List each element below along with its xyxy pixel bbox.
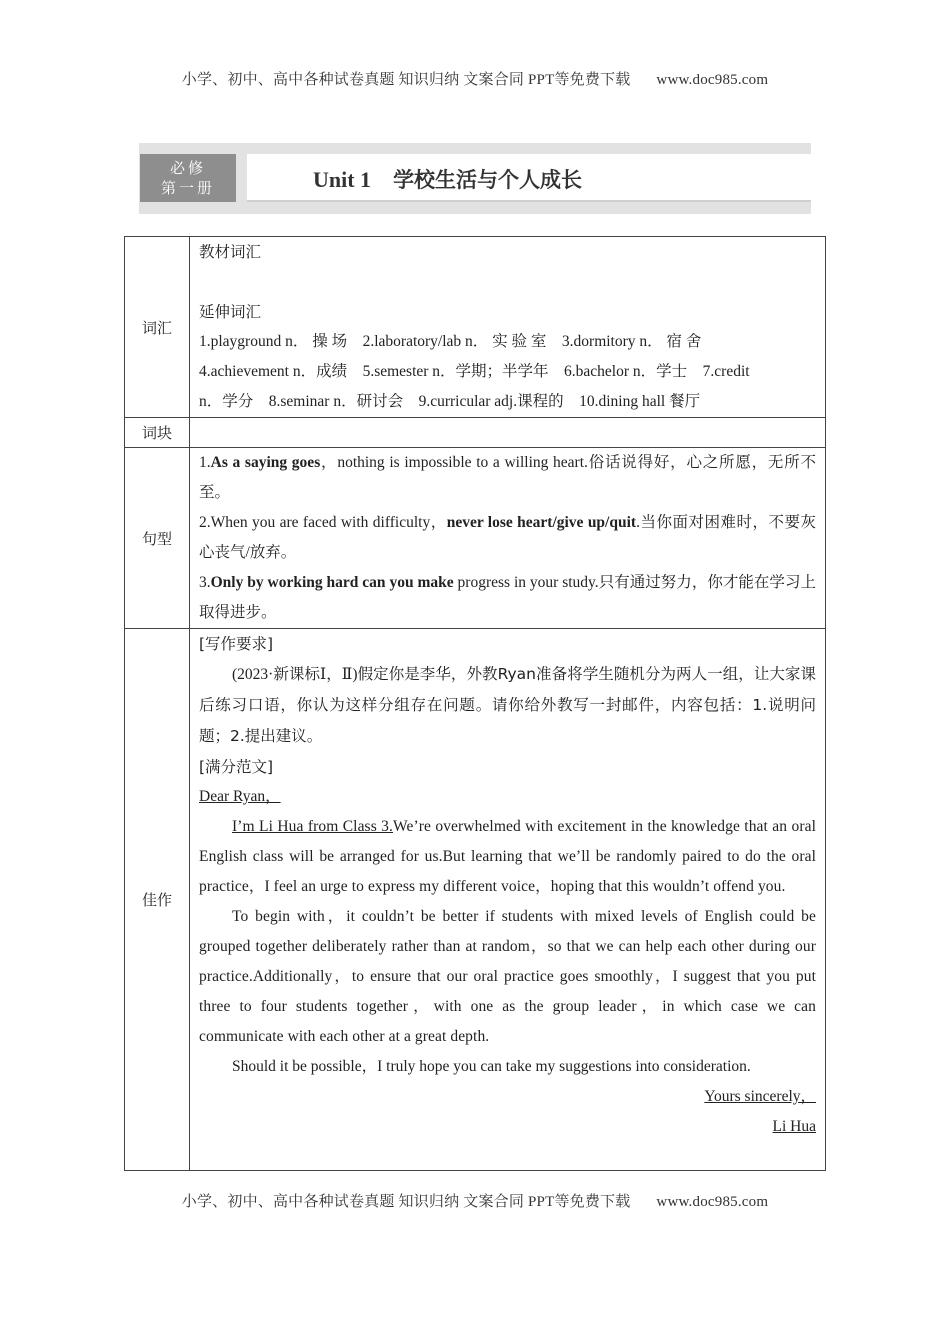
- page-header: [0, 68, 950, 89]
- sentence-1-rest: ，nothing is impossible to a willing heart.俗话说得好，心之所愿，无所不至。: [199, 454, 816, 501]
- letter-closing: [199, 1082, 816, 1112]
- salutation-text: Dear Ryan，: [199, 788, 281, 805]
- header-site-link[interactable]: www.doc985.com: [656, 72, 769, 88]
- paragraph-1-underlined: I’m Li Hua from Class 3.: [232, 818, 394, 835]
- writing-label: 佳作: [125, 629, 190, 1171]
- sentence-2-rest: .当你面对困难时，不要灰心丧气/放弃。: [199, 514, 816, 561]
- sentence-1-num: 1.: [199, 454, 211, 471]
- sentence-row: [125, 448, 826, 629]
- vocab-line-3: n．学分 8.seminar n．研讨会 9.curricular adj.课程的 10.dining hall 餐厅: [199, 393, 701, 410]
- chunk-row: [125, 418, 826, 448]
- textbook-vocab-blank: [199, 267, 816, 297]
- footer-text: 小学、初中、高中各种试卷真题 知识归纳 文案合同 PPT等免费下载: [181, 1194, 631, 1210]
- sentence-3-rest: progress in your study.只有通过努力，你才能在学习上取得进步。: [199, 574, 816, 621]
- letter-paragraph-1: [199, 812, 816, 902]
- title-bar: [247, 154, 811, 202]
- letter-signature: [199, 1112, 816, 1142]
- badge-line-2: 第一册: [160, 179, 215, 197]
- signature-text: Li Hua: [772, 1118, 816, 1135]
- vocab-body: [190, 237, 826, 418]
- footer-site-link[interactable]: www.doc985.com: [656, 1194, 769, 1210]
- volume-badge: [140, 154, 236, 202]
- content-table: [124, 236, 826, 1171]
- model-essay-heading: [满分范文]: [199, 758, 274, 776]
- letter-salutation: [199, 782, 816, 812]
- header-text: 小学、初中、高中各种试卷真题 知识归纳 文案合同 PPT等免费下载: [181, 72, 631, 88]
- sentence-2-pre: 2.When you are faced with difficulty，: [199, 514, 447, 531]
- writing-row: [125, 629, 826, 1171]
- textbook-vocab-heading: 教材词汇: [199, 243, 262, 261]
- requirement-source: (2023·新课标Ⅰ，Ⅱ): [232, 666, 358, 683]
- sentence-1-bold: As a saying goes: [210, 454, 321, 471]
- sentence-1: [199, 448, 816, 508]
- writing-body: [190, 629, 826, 1171]
- sentence-body: [190, 448, 826, 629]
- sentence-3-bold: Only by working hard can you make: [210, 574, 454, 591]
- paragraph-1-rest: We’re overwhelmed with excitement in the knowledge that an oral English class will be arranged for us.But learning that we’ll be randomly paired to do the oral practice，I feel an urge to express my different voice，hoping that this wouldn’t offend you.: [199, 818, 816, 895]
- vocab-row: [125, 237, 826, 418]
- sentence-2-bold: never lose heart/give up/quit: [446, 514, 637, 531]
- sentence-2: [199, 508, 816, 568]
- requirement-text: 假定你是李华，外教Ryan准备将学生随机分为两人一组，让大家课后练习口语，你认为这样分组存在问题。请你给外教写一封邮件，内容包括：1.说明问题；2.提出建议。: [199, 665, 816, 745]
- chunk-body: [190, 418, 826, 448]
- unit-banner: [139, 143, 811, 214]
- vocab-label: 词汇: [125, 237, 190, 418]
- sentence-3: [199, 568, 816, 628]
- writing-requirement: [199, 659, 816, 752]
- badge-line-1: 必修: [169, 159, 206, 177]
- vocab-line-2: 4.achievement n．成绩 5.semester n．学期；半学年 6.bachelor n．学士 7.credit: [199, 363, 750, 380]
- closing-text: Yours sincerely，: [704, 1088, 816, 1105]
- unit-title: [313, 164, 582, 194]
- letter-paragraph-2: To begin with，it couldn’t be better if students with mixed levels of English could be grouped together deliberately rather than at random，so that we can help each other during our practice.Additionally，to ensure that our oral practice goes smoothly，I suggest that you put three to four students together，with one as the group leader，in which case we can communicate with each other at a great depth.: [199, 908, 816, 1045]
- letter-paragraph-3: Should it be possible，I truly hope you can take my suggestions into consideration.: [232, 1058, 751, 1075]
- sentence-label: 句型: [125, 448, 190, 629]
- page-footer: [0, 1190, 950, 1211]
- sentence-3-num: 3.: [199, 574, 211, 591]
- chunk-label: 词块: [125, 418, 190, 448]
- extended-vocab-heading: 延伸词汇: [199, 303, 262, 321]
- unit-number: Unit 1: [313, 167, 372, 192]
- vocab-line-1: 1.playground n． 操 场 2.laboratory/lab n． 实 验 室 3.dormitory n． 宿 舍: [199, 333, 702, 350]
- unit-name: 学校生活与个人成长: [393, 168, 583, 192]
- writing-requirement-heading: [写作要求]: [199, 635, 274, 653]
